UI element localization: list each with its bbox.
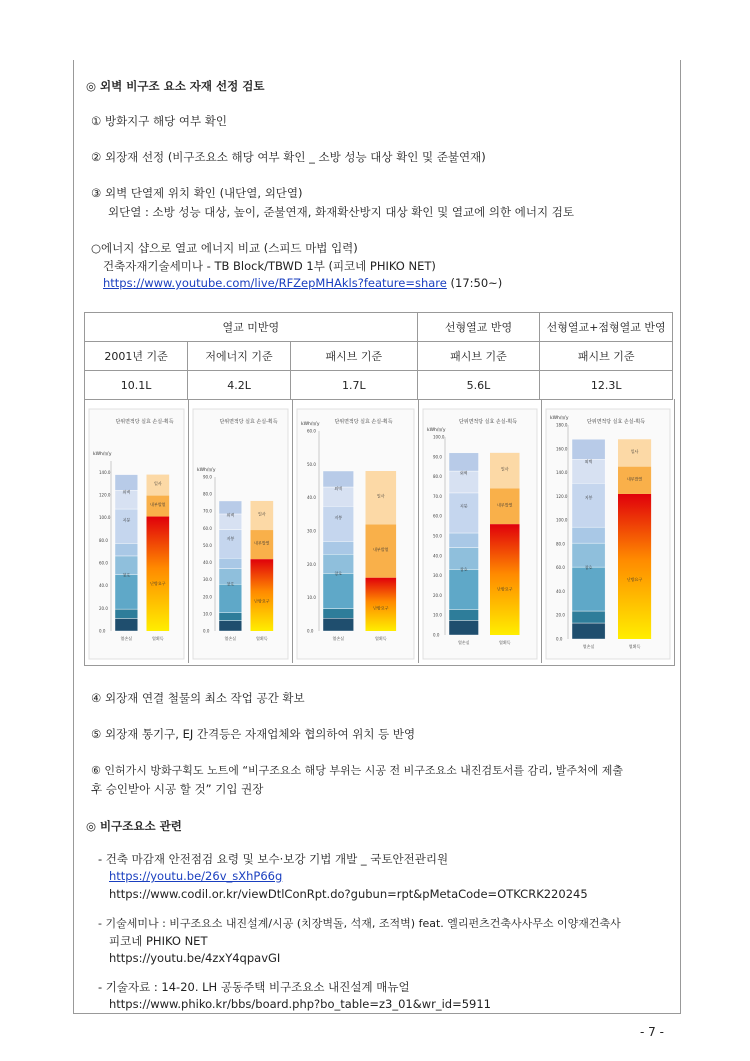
table-value: 1.7L [291,371,418,400]
energy-chart [85,399,188,663]
energy-youtube-link[interactable]: https://www.youtube.com/live/RFZepMHAkls?feature=share [103,276,447,290]
table-value: 10.1L [85,371,188,400]
loss-segment [572,623,605,639]
heating-demand-bar [618,494,651,639]
loss-segment [449,620,479,635]
heading-nonstructural-refs: ◎ 비구조요소 관련 [86,819,182,833]
loss-segment [219,613,242,621]
loss-segment [219,584,242,613]
loss-segment [572,483,605,527]
loss-segment [323,506,354,541]
chart-cell [85,399,189,663]
chart-tick-label: 100.0 [556,517,568,523]
chart-x-label: 열손실 [582,644,595,649]
chart-tick-label: 180.0 [556,422,568,428]
chart-tick-label: 80.0 [433,474,442,480]
chart-tick-label: 0.0 [203,628,210,634]
gain-label: 일사 [376,493,385,499]
gain-label: 난방요구 [626,576,643,582]
loss-segment [449,493,479,533]
chart-tick-label: 50.0 [203,542,212,548]
table-sub: 패시브 기준 [417,342,540,371]
chart-title: 단위면적당 실효 손실-획득 [586,419,646,425]
loss-segment [572,567,605,611]
chart-tick-label: 60.0 [433,513,442,519]
item-6-cont: 후 승인받아 시공 할 것” 기입 권장 [91,782,264,796]
heating-demand-bar [366,578,397,631]
chart-tick-label: 140.0 [99,469,111,475]
chart-ylabel: kWh/㎡y [550,416,569,421]
item-3-detail: 외단열 : 소방 성능 대상, 높이, 준불연재, 화재확산방지 대상 확인 및 열교에 의한 에너지 검토 [108,205,574,219]
chart-tick-label: 90.0 [433,454,442,460]
gain-label: 내부발열 [497,502,513,508]
item-2: ② 외장재 선정 (비구조요소 해당 여부 확인 _ 소방 성능 대상 확인 및 준불연재) [91,150,486,164]
chart-ylabel: kWh/㎡y [427,428,446,433]
chart-x-label: 열획득 [256,636,268,641]
ref-2-sub: 피코네 PHIKO NET [109,934,208,948]
energy-chart [419,399,541,663]
loss-label: 지붕 [584,495,593,501]
loss-label: 외벽 [459,470,468,476]
gain-label: 내부발열 [373,547,389,552]
chart-tick-label: 40.0 [203,560,212,566]
chart-tick-label: 20.0 [99,605,108,611]
chart-x-label: 열획득 [152,636,164,641]
loss-segment [115,609,138,618]
loss-segment [323,618,354,631]
loss-segment [115,618,138,631]
table-sub: 패시브 기준 [540,342,673,371]
chart-tick-label: 40.0 [307,495,316,501]
table-sub: 저에너지 기준 [188,342,291,371]
chart-tick-label: 60.0 [203,525,212,531]
chart-tick-label: 60.0 [307,428,316,434]
ref-2: - 기술세미나 : 비구조요소 내진설계/시공 (치장벽돌, 석재, 조적벽) feat. 엘리펀츠건축사사무소 이양재건축사 [98,917,621,930]
chart-tick-label: 60.0 [556,565,565,571]
loss-label: 창호 [334,571,343,576]
ref-1-url[interactable]: https://www.codil.or.kr/viewDtlConRpt.do?gubun=rpt&pMetaCode=OTKCRK220245 [109,887,588,901]
loss-label: 창호 [584,565,593,571]
table-sub: 패시브 기준 [291,342,418,371]
loss-segment [449,569,479,609]
loss-segment [572,439,605,459]
loss-segment [449,609,479,620]
table-header-group2: 선형열교 반영 [417,313,540,342]
loss-label: 지붕 [226,535,235,541]
chart-tick-label: 70.0 [433,493,442,499]
chart-tick-label: 70.0 [203,508,212,514]
thermal-bridge-table [84,312,673,400]
chart-title: 단위면적당 실효 손실-획득 [334,419,393,425]
chart-tick-label: 80.0 [203,491,212,497]
table-value: 5.6L [417,371,540,400]
gain-label: 난방요구 [497,586,513,592]
energy-title: ○에너지 샵으로 열교 에너지 비교 (스피드 마법 입력) [91,241,358,255]
chart-x-label: 열손실 [120,636,133,641]
chart-tick-label: 30.0 [307,528,316,534]
chart-title: 단위면적당 실효 손실-획득 [458,419,518,425]
heating-demand-bar [490,524,520,635]
heading-nonstructural-selection: ◎ 외벽 비구조 요소 자재 선정 검토 [86,79,265,93]
chart-tick-label: 20.0 [203,594,212,600]
item-6: ⑥ 인허가시 방화구획도 노트에 “비구조요소 해당 부위는 시공 전 비구조요소 내진검토서를 감리, 발주처에 제출 [91,764,624,777]
loss-label: 외벽 [122,489,131,495]
loss-label: 외벽 [226,512,235,518]
chart-tick-label: 160.0 [556,446,568,452]
loss-segment [115,475,138,491]
chart-tick-label: 0.0 [556,636,563,642]
item-5: ⑤ 외장재 통기구, EJ 간격등은 자재업체와 협의하여 위치 등 반영 [91,727,416,741]
loss-segment [115,543,138,556]
gain-label: 난방요구 [150,581,166,587]
chart-tick-label: 20.0 [307,561,316,567]
chart-tick-label: 30.0 [433,573,442,579]
ref-1-link[interactable]: https://youtu.be/26v_sXhP66g [109,869,283,883]
chart-cell [293,399,419,663]
loss-segment [219,558,242,568]
chart-tick-label: 20.0 [556,612,565,618]
energy-chart [293,399,418,663]
energy-time: (17:50~) [450,276,503,290]
chart-tick-label: 40.0 [99,583,108,589]
chart-x-label: 열손실 [224,636,237,641]
table-header-group3: 선형열교+점형열교 반영 [540,313,673,342]
chart-ylabel: kWh/㎡y [93,452,112,457]
ref-3: - 기술자료 : 14-20. LH 공동주택 비구조요소 내진설계 매뉴얼 [98,980,410,994]
ref-1: - 건축 마감재 안전점검 요령 및 보수·보강 기법 개발 _ 국토안전관리원 [98,852,449,866]
chart-x-label: 열획득 [498,640,511,645]
chart-cell [542,399,674,663]
chart-tick-label: 0.0 [99,628,106,634]
ref-2-url[interactable]: https://youtu.be/4zxY4qpavGI [109,951,281,965]
gain-label: 일사 [257,511,266,517]
chart-tick-label: 90.0 [203,474,212,480]
gain-label: 난방요구 [254,598,270,604]
energy-chart [542,399,674,663]
loss-segment [572,527,605,543]
loss-label: 지붕 [334,515,343,520]
chart-tick-label: 30.0 [203,577,212,583]
loss-label: 지붕 [122,517,131,523]
chart-title: 단위면적당 실효 손실-획득 [115,419,174,425]
energy-chart [189,399,292,663]
page-number: - 7 - [640,1025,664,1039]
loss-segment [449,548,479,573]
chart-tick-label: 0.0 [307,628,314,634]
loss-segment [115,575,138,609]
item-1: ① 방화지구 해당 여부 확인 [91,114,228,128]
chart-tick-label: 10.0 [433,612,442,618]
loss-label: 외벽 [334,486,343,492]
chart-tick-label: 10.0 [203,611,212,617]
chart-x-label: 열손실 [457,640,470,645]
heating-demand-bar [147,517,170,631]
chart-tick-label: 60.0 [99,560,108,566]
chart-tick-label: 20.0 [433,592,442,598]
chart-tick-label: 100.0 [433,434,445,440]
gain-label: 내부발열 [254,540,270,546]
chart-x-label: 열획득 [375,636,387,641]
energy-subtitle: 건축자재기술세미나 - TB Block/TBWD 1부 (피코네 PHIKO NET) [103,259,436,273]
chart-ylabel: kWh/㎡y [197,468,216,473]
table-value: 4.2L [188,371,291,400]
loss-segment [115,509,138,543]
chart-tick-label: 50.0 [433,533,442,539]
table-header-group1: 열교 미반영 [85,313,418,342]
loss-label: 지붕 [459,503,468,509]
chart-tick-label: 120.0 [556,493,568,499]
chart-cell [419,399,542,663]
chart-background [297,409,414,659]
loss-segment [219,621,242,631]
loss-segment [323,471,354,487]
chart-tick-label: 40.0 [433,553,442,559]
loss-segment [449,533,479,548]
chart-tick-label: 120.0 [99,492,111,498]
loss-label: 창호 [122,572,131,578]
chart-tick-label: 40.0 [556,588,565,594]
loss-label: 창호 [226,581,235,587]
loss-segment [449,453,479,471]
chart-title: 단위면적당 실효 손실-획득 [219,419,278,425]
chart-tick-label: 50.0 [307,461,316,467]
chart-tick-label: 100.0 [99,515,111,521]
loss-segment [219,530,242,559]
chart-tick-label: 140.0 [556,470,568,476]
gain-label: 내부발열 [626,476,643,482]
gain-label: 난방요구 [373,605,389,611]
gain-label: 내부발열 [150,502,166,508]
loss-segment [323,541,354,554]
item-4: ④ 외장재 연결 철물의 최소 작업 공간 확보 [91,691,305,705]
loss-segment [323,573,354,608]
loss-label: 외벽 [584,459,593,465]
table-sub: 2001년 기준 [85,342,188,371]
chart-tick-label: 10.0 [307,595,316,601]
gain-label: 일사 [153,481,162,487]
ref-3-url[interactable]: https://www.phiko.kr/bbs/board.php?bo_table=z3_01&wr_id=5911 [109,997,491,1011]
chart-tick-label: 80.0 [556,541,565,547]
chart-x-label: 열획득 [628,644,641,649]
gain-label: 일사 [630,448,639,454]
chart-x-label: 열손실 [332,636,345,641]
table-value: 12.3L [540,371,673,400]
heating-demand-bar [251,559,274,631]
chart-tick-label: 80.0 [99,537,108,543]
gain-label: 일사 [500,466,509,472]
loss-label: 창호 [459,567,468,573]
chart-cell [189,399,293,663]
item-3: ③ 외벽 단열제 위치 확인 (내단열, 외단열) [91,186,303,200]
loss-segment [572,611,605,623]
chart-ylabel: kWh/㎡y [301,422,320,427]
loss-segment [323,609,354,619]
energy-link-line [103,276,502,290]
loss-segment [572,543,605,567]
chart-tick-label: 0.0 [433,632,440,638]
charts-row [84,399,675,666]
